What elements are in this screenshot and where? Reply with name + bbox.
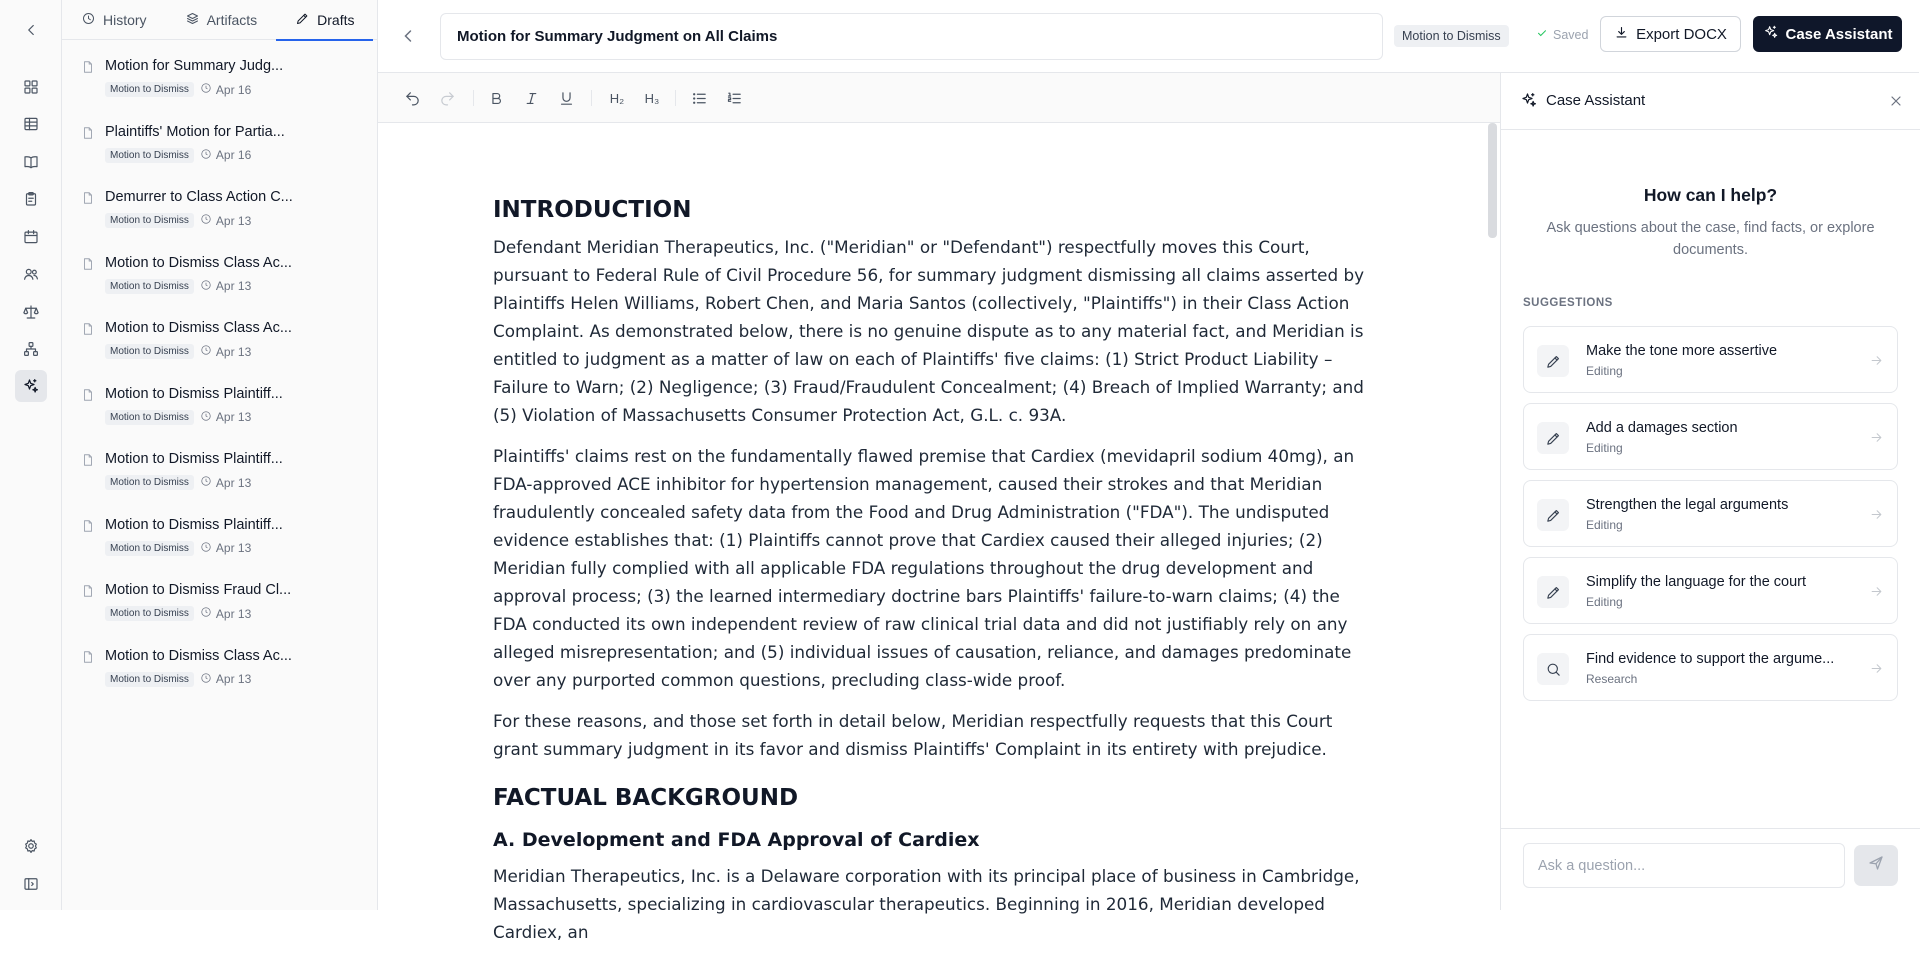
tab-history[interactable] (62, 0, 166, 40)
clock-icon (200, 213, 212, 228)
section-heading: INTRODUCTION (493, 197, 692, 223)
document-title-input[interactable] (440, 13, 1383, 60)
clock-icon (200, 344, 212, 359)
draft-date (200, 213, 251, 228)
pencil-icon (1537, 422, 1569, 454)
heading-3-button[interactable]: H₃ (644, 90, 660, 106)
people-icon[interactable] (19, 262, 43, 286)
draft-date (200, 410, 251, 425)
panel-title: Case Assistant (1546, 92, 1646, 109)
case-assistant-label: Case Assistant (1785, 25, 1893, 43)
draft-date-text: Apr 13 (215, 279, 252, 293)
draft-title: Demurrer to Class Action C... (105, 189, 293, 205)
italic-icon[interactable] (521, 88, 541, 108)
pencil-icon (1537, 499, 1569, 531)
clock-icon (200, 541, 212, 556)
document-icon (81, 453, 95, 467)
help-subtitle: Ask questions about the case, find facts, or explore documents. (1546, 220, 1875, 258)
document-icon (81, 257, 95, 271)
document-icon (81, 388, 95, 402)
draft-meta (105, 148, 251, 163)
draft-item[interactable] (62, 642, 378, 708)
draft-item[interactable] (62, 445, 378, 511)
calendar-icon[interactable] (19, 225, 43, 249)
arrow-right-icon (1869, 584, 1884, 599)
case-assistant-panel (1500, 73, 1919, 910)
draft-item[interactable] (62, 118, 378, 184)
draft-date-text: Apr 13 (215, 606, 252, 621)
draft-date-text: Apr 13 (215, 475, 252, 490)
draft-meta (105, 606, 251, 621)
draft-tag: Motion to Dismiss (105, 475, 194, 490)
back-icon[interactable] (398, 26, 418, 46)
draft-title: Motion to Dismiss Class Ac... (105, 647, 292, 664)
export-docx-label: Export DOCX (1636, 25, 1727, 43)
section-heading: FACTUAL BACKGROUND (493, 785, 799, 811)
dashboard-icon[interactable] (19, 75, 43, 99)
sparkles-icon (1520, 91, 1538, 109)
suggestion-card[interactable] (1523, 557, 1898, 624)
draft-meta (105, 213, 251, 228)
draft-title: Motion to Dismiss Plaintiff... (105, 385, 283, 402)
clock-icon (200, 279, 212, 294)
draft-title: Motion to Dismiss Class Ac... (105, 254, 292, 271)
document-icon (81, 584, 95, 598)
draft-tag: Motion to Dismiss (105, 148, 194, 163)
draft-meta (105, 475, 251, 490)
document-icon (81, 322, 95, 336)
suggestion-card[interactable] (1523, 480, 1898, 547)
history-icon (81, 11, 96, 29)
paragraph: For these reasons, and those set forth in detail below, Meridian respectfully requests that this Court grant summary judgment in its favor and dismiss Plaintiffs' Complaint in its entirety with prejudice. (493, 711, 1333, 759)
draft-title: Plaintiffs' Motion for Partia... (105, 123, 285, 140)
send-icon (1867, 854, 1885, 877)
document-type-badge: Motion to Dismiss (1394, 25, 1509, 47)
draft-item[interactable] (62, 380, 378, 446)
draft-meta (105, 672, 251, 687)
panel-header (1501, 73, 1920, 130)
draft-title: Motion to Dismiss Class Ac... (105, 320, 292, 336)
draft-date-text: Apr 16 (215, 148, 252, 162)
suggestion-category: Editing (1586, 595, 1623, 609)
draft-item[interactable] (62, 576, 378, 642)
suggestion-category: Research (1586, 672, 1638, 686)
draft-item[interactable] (62, 511, 378, 577)
suggestion-card[interactable] (1523, 326, 1898, 393)
undo-icon[interactable] (402, 88, 422, 108)
suggestion-category: Editing (1586, 364, 1623, 378)
scales-icon[interactable] (19, 300, 43, 324)
download-icon (1614, 25, 1629, 44)
draft-date (200, 475, 251, 490)
paragraph: Plaintiffs' claims rest on the fundamentally flawed premise that Cardiex (mevidapril sodium 40mg), an FDA-approved ACE inhibitor for hypertension management, caused their strokes and that Meridian fraudulently concealed safety data from the Food and Drug Administration ("FDA"). The undisputed evidence establishes that: (1) Plaintiffs cannot prove that Cardiex caused their alleged injuries; (2) Meridian fully complied with all applicable FDA regulations throughout the drug development and approval process; (3) the learned intermediary doctrine bars Plaintiffs' failure-to-warn claims; (4) the FDA conducted its own independent review of raw clinical trial data and did not justifiably rely on any alleged misrepresentation; and (5) individual issues of causation, reliance, and damages predominate over any purported common questions, precluding class-wide proof. (493, 446, 1355, 690)
draft-date (200, 148, 251, 163)
sparkles-icon (1763, 24, 1779, 44)
clock-icon (200, 672, 212, 687)
clipboard-icon[interactable] (19, 187, 43, 211)
document-icon (81, 191, 95, 205)
draft-date (200, 541, 251, 556)
draft-tag: Motion to Dismiss (105, 213, 194, 228)
toolbar-divider (473, 90, 474, 106)
draft-tag: Motion to Dismiss (105, 541, 194, 556)
paragraph: Defendant Meridian Therapeutics, Inc. ("Meridian" or "Defendant") respectfully moves this Court, pursuant to Federal Rule of Civil Procedure 56, for summary judgment dismissing all claims asserted by Plaintiffs Helen Williams, Robert Chen, and Maria Santos (collectively, "Plaintiffs") in their Class Action Complaint. As demonstrated below, there is no genuine dispute as to any material fact, and Meridian is entitled to judgment as a matter of law on each of Plaintiffs' five claims: (1) Strict Product Liability – Failure to Warn; (2) Negligence; (3) Fraud/Fraudulent Concealment; (4) Breach of Implied Warranty; and (5) Violation of Massachusetts Consumer Protection Act, G.L. c. 93A. (493, 237, 1365, 425)
suggestion-text: Make the tone more assertive (1586, 343, 1778, 359)
table-icon[interactable] (19, 112, 43, 136)
layers-icon (185, 11, 200, 29)
arrow-right-icon (1869, 430, 1884, 445)
sidebar-toggle-icon[interactable] (19, 872, 43, 896)
draft-tag: Motion to Dismiss (105, 606, 194, 621)
draft-date (200, 82, 251, 97)
draft-tag: Motion to Dismiss (105, 410, 194, 425)
draft-title: Motion to Dismiss Fraud Cl... (105, 582, 292, 598)
toolbar-divider (675, 90, 676, 106)
document-icon (81, 60, 95, 74)
tab-artifacts-label: Artifacts (206, 12, 258, 28)
arrow-right-icon (1869, 507, 1884, 522)
clock-icon (200, 606, 212, 621)
tab-history-label: History (103, 12, 147, 28)
draft-item[interactable] (62, 249, 378, 315)
document-icon (81, 126, 95, 140)
document-icon (81, 650, 95, 664)
drafts-sidebar (62, 0, 378, 910)
draft-title: Motion for Summary Judg... (105, 58, 284, 74)
collapse-icon[interactable] (19, 18, 43, 42)
help-title: How can I help? (1643, 185, 1778, 205)
subsection-heading: A. Development and FDA Approval of Cardiex (493, 829, 980, 851)
close-icon[interactable] (1888, 93, 1904, 109)
draft-date (200, 344, 251, 359)
case-assistant-button[interactable] (1753, 16, 1902, 52)
bold-icon[interactable] (486, 88, 506, 108)
sidebar-tabs (62, 0, 378, 40)
arrow-right-icon (1869, 661, 1884, 676)
sparkles-icon[interactable] (15, 370, 47, 402)
save-status-text: Saved (1553, 27, 1589, 42)
check-icon (1536, 27, 1548, 42)
export-docx-button[interactable] (1600, 16, 1741, 52)
settings-icon[interactable] (19, 834, 43, 858)
search-icon (1537, 653, 1569, 685)
draft-date (200, 279, 251, 294)
bullet-list-icon[interactable] (689, 88, 709, 108)
draft-meta (105, 410, 251, 425)
draft-item[interactable] (62, 314, 378, 380)
underline-icon[interactable] (556, 88, 576, 108)
tab-drafts-label: Drafts (317, 12, 355, 28)
suggestion-category: Editing (1586, 518, 1623, 532)
draft-meta (105, 82, 251, 97)
draft-tag: Motion to Dismiss (105, 672, 194, 687)
paragraph: Meridian Therapeutics, Inc. is a Delaware corporation with its principal place of business in Cambridge, Massachusetts, specializing in cardiovascular therapeutics. Beginning in 2016, Meridian developed Cardiex, an (493, 866, 1360, 942)
suggestion-category: Editing (1586, 441, 1623, 455)
draft-date-text: Apr 13 (215, 344, 252, 359)
document-icon (81, 519, 95, 533)
icon-rail (0, 0, 62, 910)
formatting-toolbar (378, 73, 1500, 123)
redo-icon[interactable] (437, 88, 457, 108)
editor-scrollbar[interactable] (1488, 123, 1497, 238)
draft-item[interactable] (62, 52, 378, 118)
suggestion-text: Add a damages section (1586, 420, 1738, 436)
tab-drafts[interactable] (276, 0, 373, 40)
clock-icon (200, 82, 212, 97)
toolbar-divider (591, 90, 592, 106)
hierarchy-icon[interactable] (19, 337, 43, 361)
suggestion-card[interactable] (1523, 634, 1898, 701)
draft-meta (105, 344, 251, 359)
document-body[interactable] (493, 195, 1373, 959)
document-editor[interactable] (378, 123, 1500, 942)
clock-icon (200, 475, 212, 490)
arrow-right-icon (1869, 353, 1884, 368)
suggestion-text: Find evidence to support the argume... (1586, 651, 1835, 667)
draft-date (200, 606, 251, 621)
suggestion-text: Strengthen the legal arguments (1586, 497, 1789, 513)
draft-list (62, 52, 378, 707)
save-status (1536, 27, 1588, 42)
draft-meta (105, 279, 251, 294)
suggestion-text: Simplify the language for the court (1586, 574, 1807, 590)
draft-date-text: Apr 16 (215, 82, 252, 97)
send-button[interactable] (1854, 845, 1898, 886)
draft-title: Motion to Dismiss Plaintiff... (105, 516, 283, 533)
draft-tag: Motion to Dismiss (105, 344, 194, 359)
pencil-icon (295, 11, 310, 29)
tab-artifacts[interactable] (166, 0, 277, 40)
draft-tag: Motion to Dismiss (105, 279, 194, 294)
draft-date-text: Apr 13 (215, 410, 252, 424)
pencil-icon (1537, 345, 1569, 377)
ask-question-input[interactable] (1523, 843, 1845, 888)
draft-title: Motion to Dismiss Plaintiff... (105, 451, 283, 467)
document-header (378, 0, 1919, 73)
book-icon[interactable] (19, 150, 43, 174)
draft-date-text: Apr 13 (215, 541, 252, 555)
draft-date (200, 672, 251, 687)
ask-bar (1501, 828, 1920, 910)
draft-date-text: Apr 13 (215, 213, 252, 228)
clock-icon (200, 410, 212, 425)
suggestion-card[interactable] (1523, 403, 1898, 470)
pencil-icon (1537, 576, 1569, 608)
suggestions-label: SUGGESTIONS (1523, 297, 1613, 309)
draft-tag: Motion to Dismiss (105, 82, 194, 97)
clock-icon (200, 148, 212, 163)
draft-date-text: Apr 13 (215, 672, 252, 686)
draft-meta (105, 541, 251, 556)
heading-2-button[interactable]: H₂ (609, 90, 625, 106)
numbered-list-icon[interactable] (724, 88, 744, 108)
draft-item[interactable] (62, 183, 378, 249)
